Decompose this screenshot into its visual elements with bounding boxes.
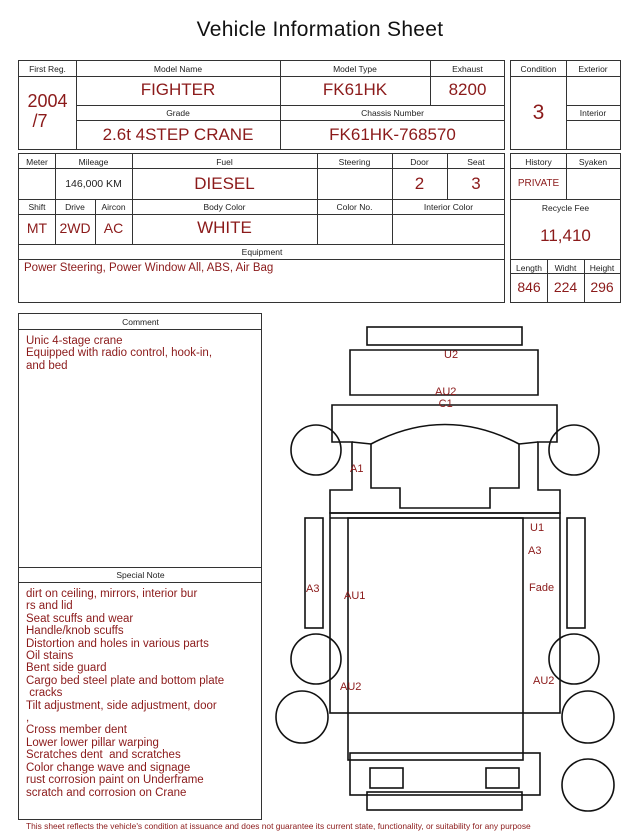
mark-u1: U1 — [530, 522, 545, 534]
mark-fade: Fade — [529, 582, 555, 594]
note-line: Bent side guard — [26, 662, 107, 675]
note-line: Lower lower pillar warping — [26, 736, 159, 749]
mark-a3-left: A3 — [306, 583, 320, 595]
comment-label: Comment — [122, 317, 159, 327]
comment-line: Equipped with radio control, hook-in, — [26, 347, 213, 360]
aircon-label: Aircon — [101, 202, 126, 212]
color-no-label: Color No. — [336, 202, 373, 212]
first-reg-label: First Reg. — [29, 64, 66, 74]
width-label: Widht — [554, 263, 577, 273]
fuel-value: DIESEL — [194, 174, 255, 193]
grade-label: Grade — [166, 108, 190, 118]
steering-label: Steering — [338, 157, 371, 167]
meter-label: Meter — [26, 157, 48, 167]
mark-au1: AU1 — [344, 590, 366, 602]
body-color-value: WHITE — [197, 218, 252, 237]
note-line: Handle/knob scuffs — [26, 625, 124, 638]
door-label: Door — [410, 157, 429, 167]
seat-label: Seat — [467, 157, 485, 167]
exhaust-label: Exhaust — [452, 64, 483, 74]
recycle-fee-label: Recycle Fee — [541, 203, 590, 213]
drive-label: Drive — [65, 202, 85, 212]
chassis-number-label: Chassis Number — [361, 108, 424, 118]
note-line: Tilt adjustment, side adjustment, door — [26, 699, 217, 712]
height-label: Height — [589, 263, 615, 273]
chassis-number-value: FK61HK-768570 — [329, 125, 456, 144]
exhaust-value: 8200 — [448, 80, 487, 99]
note-line: Cargo bed steel plate and bottom plate — [26, 674, 225, 687]
condition-value: 3 — [532, 101, 545, 124]
note-line: Scratches dent and scratches — [26, 749, 181, 762]
model-type-value: FK61HK — [322, 80, 388, 99]
note-line: dirt on ceiling, mirrors, interior bur — [26, 588, 198, 600]
seat-value: 3 — [471, 174, 481, 193]
mark-au2-left: AU2 — [340, 681, 362, 693]
history-label: History — [525, 157, 552, 167]
aircon-value: AC — [103, 220, 124, 236]
drive-value: 2WD — [59, 220, 91, 236]
note-line: rs and lid — [26, 600, 73, 613]
mark-u2: U2 — [444, 349, 459, 361]
note-line: , — [26, 712, 30, 725]
length-label: Length — [516, 263, 542, 273]
vehicle-id-table — [18, 60, 505, 150]
syaken-label: Syaken — [578, 157, 608, 167]
comment-panel — [18, 313, 262, 820]
comment-text — [26, 335, 212, 372]
equipment-label: Equipment — [241, 247, 283, 257]
note-line: Color change wave and signage — [26, 761, 191, 774]
disclaimer-footer: This sheet reflects the vehicle's condition at issuance and does not guarantee its current state, functionality, or suitability for any purpose — [26, 821, 531, 831]
mark-au2-right: AU2 — [533, 675, 555, 687]
mark-a3-right: A3 — [528, 545, 542, 557]
width-value: 224 — [553, 279, 578, 295]
first-reg-year: 2004 — [27, 91, 68, 111]
mileage-label: Mileage — [78, 157, 109, 167]
note-line: Seat scuffs and wear — [26, 612, 134, 625]
shift-label: Shift — [28, 202, 46, 212]
body-color-label: Body Color — [203, 202, 246, 212]
note-line: Oil stains — [26, 650, 74, 663]
fuel-label: Fuel — [216, 157, 233, 167]
special-note-label: Special Note — [116, 570, 165, 580]
history-value: PRIVATE — [517, 178, 560, 189]
length-value: 846 — [517, 279, 541, 295]
condition-label: Condition — [520, 64, 557, 74]
shift-value: MT — [26, 220, 48, 236]
height-value: 296 — [590, 279, 614, 295]
note-line: rust corrosion paint on Underframe — [26, 774, 204, 787]
note-line: scratch and corrosion on Crane — [26, 786, 187, 799]
model-name-value: FIGHTER — [140, 80, 216, 99]
interior-label: Interior — [579, 108, 607, 118]
mileage-value: 146,000 KM — [65, 178, 122, 190]
note-line: Cross member dent — [26, 724, 127, 737]
mark-a1: A1 — [350, 463, 364, 475]
comment-line: and bed — [26, 359, 68, 372]
first-reg-month: /7 — [32, 111, 48, 131]
comment-line: Unic 4-stage crane — [26, 335, 123, 347]
vehicle-spec-table — [18, 153, 505, 303]
equipment-value: Power Steering, Power Window All, ABS, Air Bag — [24, 262, 274, 274]
special-note-text — [26, 588, 224, 799]
door-value: 2 — [414, 174, 425, 193]
history-table — [510, 153, 621, 303]
condition-table — [510, 60, 621, 150]
exterior-label: Exterior — [578, 64, 608, 74]
model-type-label: Model Type — [333, 64, 377, 74]
sheet-title: Vehicle Information Sheet — [196, 18, 444, 41]
note-line: Distortion and holes in various parts — [26, 637, 209, 650]
note-line: cracks — [26, 687, 63, 700]
truck-damage-diagram — [270, 320, 620, 815]
grade-value: 2.6t 4STEP CRANE — [102, 125, 254, 144]
interior-color-label: Interior Color — [423, 202, 474, 212]
mark-au2-c1: AU2 C1 — [435, 386, 457, 410]
recycle-fee-value: 11,410 — [540, 226, 591, 245]
model-name-label: Model Name — [153, 64, 203, 74]
